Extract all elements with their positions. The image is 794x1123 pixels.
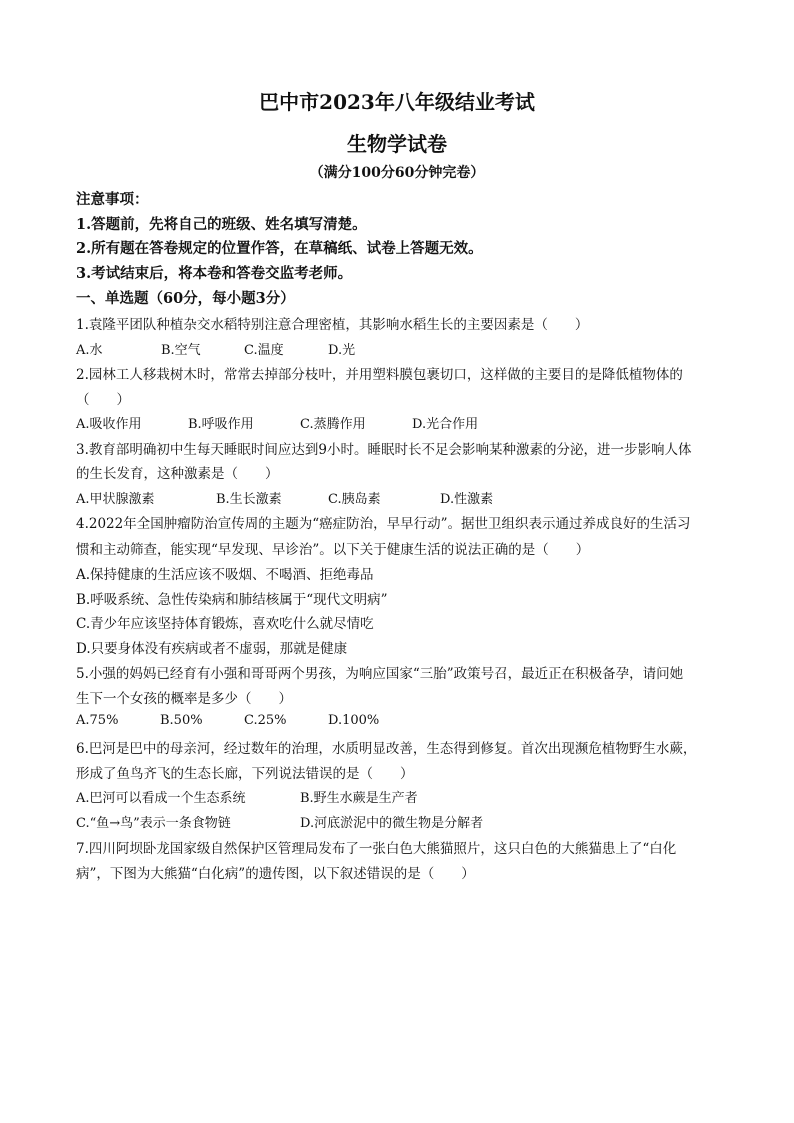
option: B.生长激素 (216, 492, 282, 507)
option: D.光 (328, 343, 356, 358)
option: B.空气 (161, 343, 201, 358)
option: C.青少年应该坚持体育锻炼，喜欢吃什么就尽情吃 (76, 616, 374, 632)
option: D.光合作用 (412, 417, 479, 432)
option: A.巴河可以看成一个生态系统 (76, 791, 246, 806)
question-text: 5.小强的妈妈已经育有小强和哥哥两个男孩，为响应国家“三胎”政策号召，最近正在积极备孕，请问她 (76, 666, 684, 682)
option: B.呼吸系统、急性传染病和肺结核属于“现代文明病” (76, 592, 388, 608)
notice-item: 2.所有题在答卷规定的位置作答，在草稿纸、试卷上答题无效。 (76, 240, 483, 257)
question-text: 惯和主动筛查，能实现“早发现、早诊治”。以下关于健康生活的说法正确的是（ ） (76, 542, 590, 558)
option: A.保持健康的生活应该不吸烟、不喝酒、拒绝毒品 (76, 567, 374, 583)
option: C.“鱼→鸟”表示一条食物链 (76, 816, 231, 831)
option: D.性激素 (440, 492, 494, 507)
option: B.野生水蕨是生产者 (300, 791, 418, 806)
notice-item: 3.考试结束后，将本卷和答卷交监考老师。 (76, 265, 353, 282)
question-text: 1.袁隆平团队种植杂交水稻特别注意合理密植，其影响水稻生长的主要因素是（ ） (76, 317, 589, 333)
option: C.温度 (244, 343, 284, 358)
question-text: 生下一个女孩的概率是多少（ ） (76, 691, 292, 707)
question-text: 2.园林工人移栽树木时，常常去掉部分枝叶，并用塑料膜包裹切口，这样做的主要目的是降低植物体的 (76, 367, 683, 383)
option: C.25% (244, 713, 287, 728)
option: B.呼吸作用 (188, 417, 254, 432)
question-text: （ ） (76, 392, 130, 408)
option: B.50% (160, 713, 203, 728)
option: A.75% (76, 713, 119, 728)
exam-title: 巴中市2023年八年级结业考试 (259, 90, 535, 114)
exam-score-note: （满分100分60分钟完卷） (309, 165, 485, 181)
option: C.蒸腾作用 (300, 417, 366, 432)
notice-item: 1.答题前，先将自己的班级、姓名填写清楚。 (76, 216, 367, 233)
option: D.100% (328, 713, 380, 728)
question-text: 4.2022年全国肿瘤防治宣传周的主题为“癌症防治，早早行动”。据世卫组织表示通过养成良好的生活习 (76, 516, 691, 532)
question-text: 7.四川阿坝卧龙国家级自然保护区管理局发布了一张白色大熊猫照片，这只白色的大熊猫患上了“白化 (76, 841, 677, 857)
section-heading: 一、单选题（60分，每小题3分） (76, 290, 295, 307)
option: D.只要身体没有疾病或者不虚弱，那就是健康 (76, 641, 348, 657)
option: D.河底淤泥中的微生物是分解者 (300, 816, 484, 831)
option: A.水 (76, 343, 103, 358)
option: A.吸收作用 (76, 417, 142, 432)
notice-heading: 注意事项： (76, 191, 149, 208)
question-text: 6.巴河是巴中的母亲河，经过数年的治理，水质明显改善，生态得到修复。首次出现濒危植物野生水蕨， (76, 741, 697, 757)
question-text: 的生长发育，这种激素是（ ） (76, 466, 279, 482)
question-text: 病”，下图为大熊猫“白化病”的遗传图，以下叙述错误的是（ ） (76, 866, 475, 882)
question-text: 形成了鱼鸟齐飞的生态长廊，下列说法错误的是（ ） (76, 766, 414, 782)
option: A.甲状腺激素 (76, 492, 155, 507)
option: C.胰岛素 (328, 492, 381, 507)
exam-subtitle: 生物学试卷 (347, 132, 447, 156)
question-text: 3.教育部明确初中生每天睡眠时间应达到9小时。睡眠时长不足会影响某种激素的分泌，进一步影响人体 (76, 442, 692, 458)
